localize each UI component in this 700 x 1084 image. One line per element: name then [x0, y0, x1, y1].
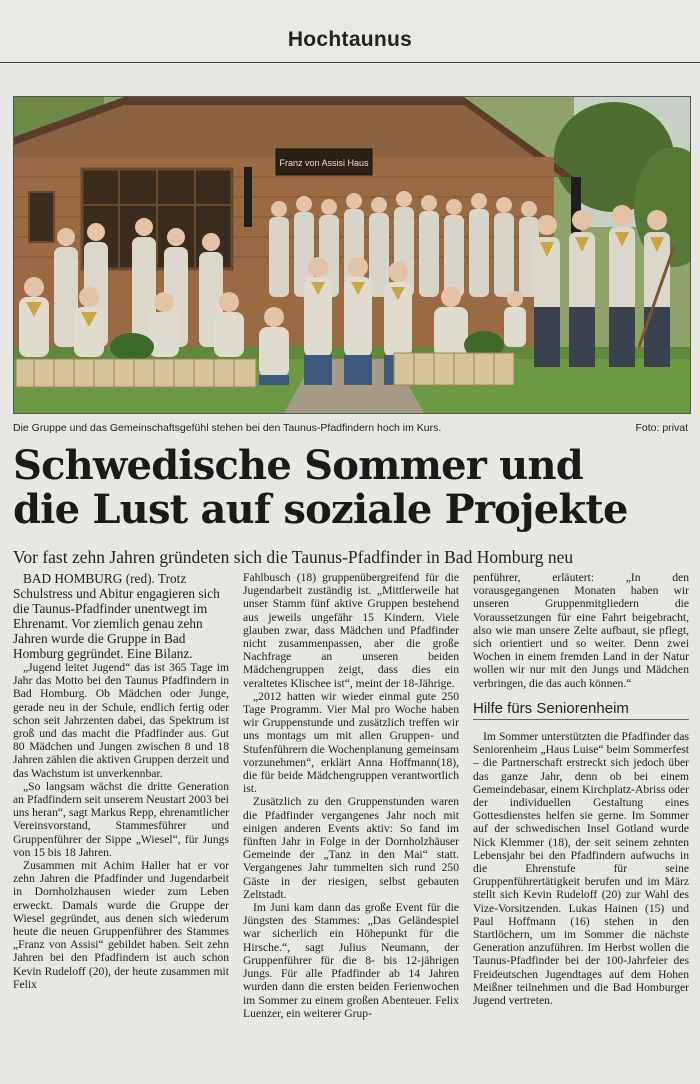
article-paragraph: Im Juni kam dann das große Event für die Jüngsten des Stammes: „Das Geländespiel war sicherlich ein Höhepunkt für die Hirsche.“, sagt Julius Neumann, der Gruppenführer für die 8- bis 12-jährigen Jungs. Für alle Pfadfinder ab 14 Jahren wurden dann die ersten beiden Ferienwochen im Sommer zu einem großen Abenteuer. Felix Luenzer, ein weiterer Grup- — [243, 901, 459, 1020]
article-paragraph: „2012 hatten wir wieder einmal gute 250 Tage Programm. Vier Mal pro Woche haben wir Gruppenstunde und zusätzlich treffen wir uns montags um mit allen Gruppen- und Stufenführern die Wochenplanung gemeinsam vorzunehmen“, erklärt Anna Hoffmann(18), die für beide Mädchengruppen verantwortlich ist. — [243, 689, 459, 796]
group-photo — [13, 96, 691, 414]
headline-line-1: Schwedische Sommer und — [13, 442, 583, 489]
article-lead: BAD HOMBURG (red). Trotz Schulstress und Abitur engagieren sich die Taunus-Pfadfinder unentwegt im Ehrenamt. Vor ziemlich genau zehn Jahren wurde die Gruppe in Bad Homburg gegründet. Eine Bilanz. — [13, 571, 220, 661]
headline — [13, 444, 693, 532]
article-paragraph: Im Sommer unterstützten die Pfadfinder das Seniorenheim „Haus Luise“ beim Sommerfest – die Partnerschaft erstreckt sich jedoch über das ganze Jahr, denn ob bei einem Gemeindebasar, einem Kirchplatz-Abriss oder der individuellen Gestaltung eines Gottesdienstes helfen sie gerne. Im Sommer auf der schwedischen Insel Gotland wurde Nick Klemmer (18), der seit seinem zehnten Lebensjahr bei den Pfadfindern aufwuchs in die Ehrenstufe für seine Gruppenführertätigkeit berufen und im März stellt sich Kevin Rudeloff (20) zur Wahl des Vize-Vorsitzenden. Lukas Hainen (15) und Paul Hoffmann (16) stehen in den Startlöchern, um im Sommer die nächste Generation anzuführen. Im Herbst wollen die Taunus-Pfadfinder bei der 100-Jahrfeier des Freideutschen Jugendtages auf dem Hohen Meißner teilnehmen und die Bad Homburger Jugend vertreten. — [473, 730, 689, 1008]
article-paragraph: Zusätzlich zu den Gruppenstunden waren die Pfadfinder vergangenes Jahr noch mit einigen anderen Events aktiv: So fand im fünften Jahr in Folge in der Dornholzhäuser Gemeinde der „Tanz in den Mai“ statt. Vergangenes Jahr tummelten sich rund 250 Gäste in der riesigen, selbst gebauten Zeltstadt. — [243, 795, 459, 901]
article-column-2 — [243, 571, 459, 1020]
cabin-sign-text: Franz von Assisi Haus — [279, 158, 369, 168]
section-title: Hochtaunus — [287, 28, 413, 51]
headline-line-2: die Lust auf soziale Projekte — [13, 486, 628, 533]
article-paragraph: „Jugend leitet Jugend“ das ist 365 Tage im Jahr das Motto bei den Taunus Pfadfindern in Bad Homburg. Ob Mädchen oder Junge, gerade neu in der Schule, endlich fertig oder schon seit Jahrzenten dabei, das Spektrum ist groß und das macht die Pfadfinder aus. Gut 80 Mädchen und Jungen zwischen 8 und 18 Jahren zählen die aktiven Gruppen derzeit und das Wachstum ist unverkennbar. — [13, 661, 229, 780]
article-paragraph: penführer, erläutert: „In den vorausgegangenen Monaten haben wir unseren Gruppenmitgliedern die Voraussetzungen für eine Fahrt beigebracht, also wie man unsere Zelte aufbaut, sie pflegt, sich orientiert und so weiter. Denn zwei Wochen in einem fremden Land in der Natur wollen wir nur mit den Jungs und Mädchen verbringen, die das auch können.“ — [473, 571, 689, 690]
group-photo-illustration — [14, 97, 690, 413]
photo-credit: Foto: privat — [635, 422, 688, 434]
section-header — [0, 0, 700, 63]
article-column-3 — [473, 571, 689, 1007]
subheadline: Vor fast zehn Jahren gründeten sich die Taunus-Pfadfinder in Bad Homburg neu — [13, 547, 574, 567]
article-subheading: Hilfe fürs Seniorenheim — [473, 702, 689, 720]
article-paragraph: Zusammen mit Achim Haller hat er vor zehn Jahren die Pfadfinder und Jugendarbeit in Dornholzhausen wieder zum Leben erweckt. Damals wurde die Gruppe der Wiesel gegründet, aus denen sich wiederum heute die neuen Gruppenführer des Stammes „Franz von Assisi“ gebildet haben. Seit zehn Jahren bei den Pfadfindern ist auch schon Kevin Rudeloff (20), der heute zusammen mit Felix — [13, 859, 229, 991]
article-column-1 — [13, 571, 229, 991]
article-paragraph: Fahlbusch (18) gruppenübergreifend für die Jugendarbeit zuständig ist. „Mittlerweile hat unser Stamm fünf aktive Gruppen bestehend aus jeweils ungefähr 15 Kindern. Viele glauben zwar, dass Mädchen und Pfadfinder nicht zusammenpassen, aber die große Nachfrage an unseren beiden Mädchengruppen zeigt, dass dies ein veraltetes Klischee ist“, meint der 18-Jährige. — [243, 571, 459, 690]
photo-caption: Die Gruppe und das Gemeinschaftsgefühl stehen bei den Taunus-Pfadfindern hoch im Kurs. — [13, 422, 442, 434]
article-paragraph: „So langsam wächst die dritte Generation an Pfadfindern seit unserem Neustart 2003 bei uns heran“, sagt Markus Repp, ehrenamtlicher Vereinsvorstand, Stammesführer und Gruppenführer der Sippe „Wiesel“, für Jungs von 15 bis 18 Jahren. — [13, 779, 229, 859]
